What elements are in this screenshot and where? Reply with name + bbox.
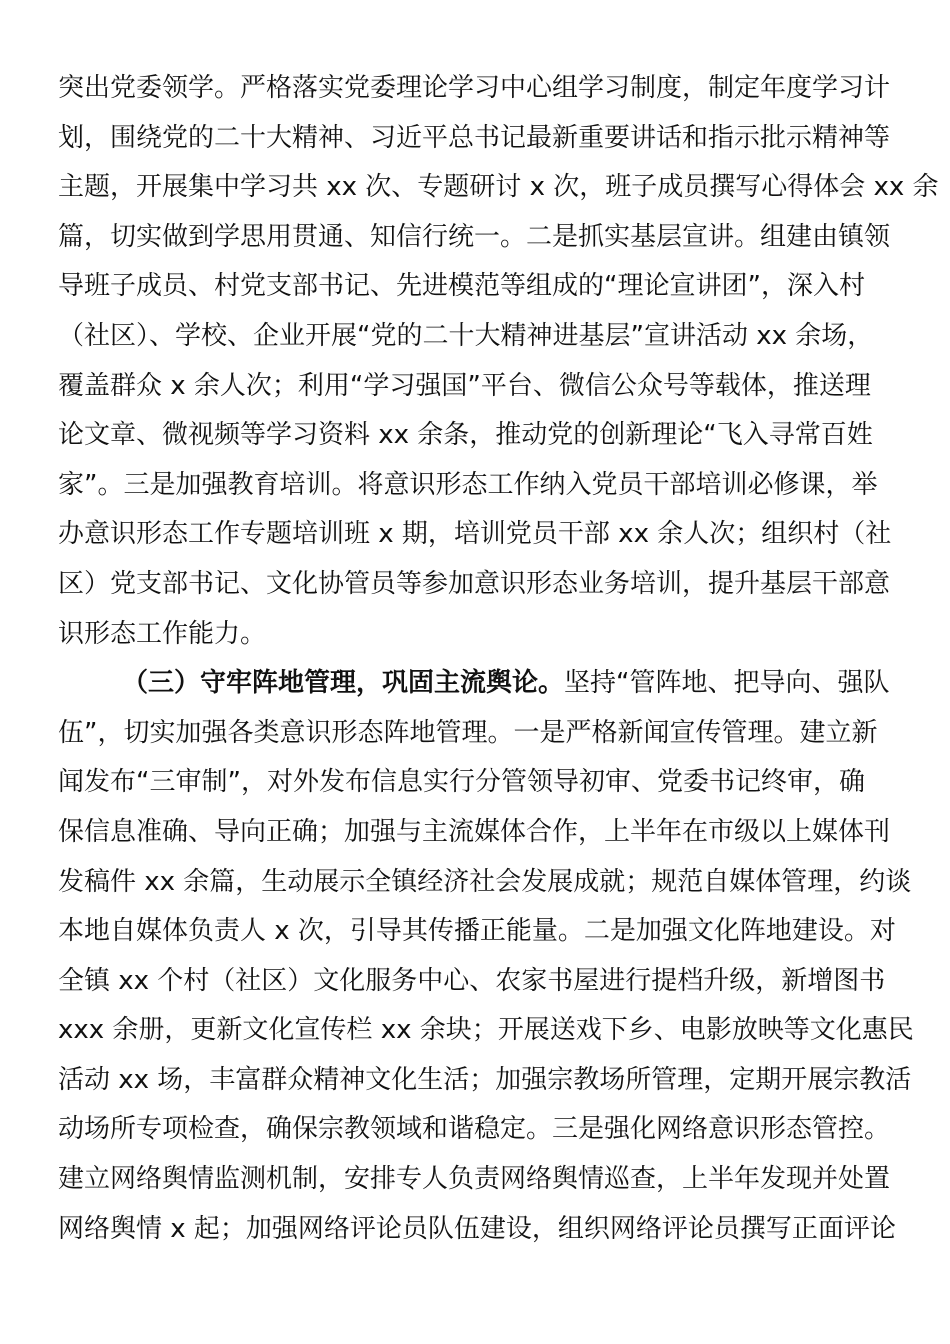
text-line: 建立网络舆情监测机制，安排专人负责网络舆情巡查，上半年发现并处置 (58, 1164, 891, 1195)
text-line: 保信息准确、导向正确；加强与主流媒体合作，上半年在市级以上媒体刊 (58, 816, 891, 847)
text-line: 导班子成员、村党支部书记、先进模范等组成的“理论宣讲团”，深入村 (58, 271, 865, 302)
text-line: 篇，切实做到学思用贯通、知信行统一。二是抓实基层宣讲。组建由镇领 (58, 221, 891, 252)
paragraph-theory-study (58, 64, 939, 659)
text-line: 网络舆情 x 起；加强网络评论员队伍建设，组织网络评论员撰写正面评论 (58, 1213, 896, 1244)
paragraph-position-management (58, 659, 914, 1254)
text-line: 区）党支部书记、文化协管员等参加意识形态业务培训，提升基层干部意 (58, 568, 891, 599)
paragraph-body-lines (58, 709, 914, 1255)
text-line: 突出党委领学。严格落实党委理论学习中心组学习制度，制定年度学习计 (58, 73, 891, 103)
text-line: 活动 xx 场，丰富群众精神文化生活；加强宗教场所管理，定期开展宗教活 (58, 1064, 912, 1095)
text-line: 覆盖群众 x 余人次；利用“学习强国”平台、微信公众号等载体，推送理 (58, 370, 871, 401)
text-line: 论文章、微视频等学习资料 xx 余条，推动党的创新理论“飞入寻常百姓 (58, 420, 873, 451)
text-line: xxx 余册，更新文化宣传栏 xx 余块；开展送戏下乡、电影放映等文化惠民 (58, 1015, 914, 1046)
text-line: 发稿件 xx 余篇，生动展示全镇经济社会发展成就；规范自媒体管理，约谈 (58, 866, 912, 897)
paragraph-first-line (58, 659, 890, 709)
text-line: 本地自媒体负责人 x 次，引导其传播正能量。二是加强文化阵地建设。对 (58, 916, 896, 947)
text-line: 闻发布“三审制”，对外发布信息实行分管领导初审、党委书记终审，确 (58, 767, 865, 798)
text-line: 主题，开展集中学习共 xx 次、专题研讨 x 次，班子成员撰写心得体会 xx 余 (58, 172, 939, 203)
section-heading: （三）守牢阵地管理，巩固主流舆论。 (122, 668, 565, 699)
text-line: 识形态工作能力。 (58, 618, 267, 649)
text-line: （社区）、学校、企业开展“党的二十大精神进基层”宣讲活动 xx 余场， (58, 320, 874, 351)
text-line: 家”。三是加强教育培训。将意识形态工作纳入党员干部培训必修课，举 (58, 469, 878, 500)
text-line: 办意识形态工作专题培训班 x 期，培训党员干部 xx 余人次；组织村（社 (58, 519, 892, 550)
document-page (58, 64, 939, 1254)
text-line: 伍”，切实加强各类意识形态阵地管理。一是严格新闻宣传管理。建立新 (58, 717, 878, 748)
text-line: 划，围绕党的二十大精神、习近平总书记最新重要讲话和指示批示精神等 (58, 122, 891, 153)
text-line: 动场所专项检查，确保宗教领域和谐稳定。三是强化网络意识形态管控。 (58, 1114, 891, 1145)
text-line: 全镇 xx 个村（社区）文化服务中心、农家书屋进行提档升级，新增图书 (58, 965, 886, 996)
heading-continuation: 坚持“管阵地、把导向、强队 (564, 668, 890, 699)
